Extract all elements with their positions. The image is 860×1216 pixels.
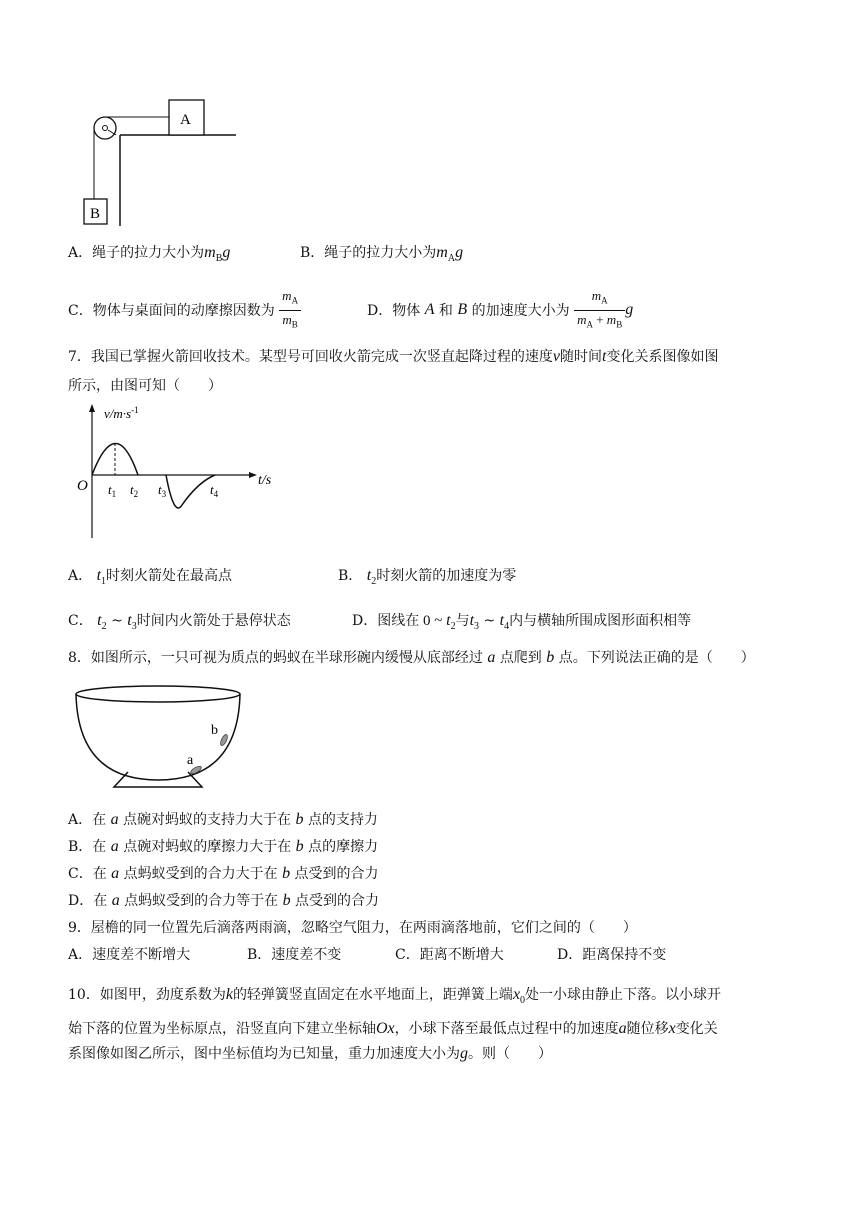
q7-option-c: C． $t_2$ ~ $t_3$时间内火箭处于悬停状态 [68,612,291,632]
q6-option-a: A．绳子的拉力大小为$m_Bg$ [68,244,231,264]
q9-option-a: A．速度差不断增大 [68,947,191,963]
graph-ylabel: $v/m\cdot s^{-1}$ [104,405,139,421]
q7-option-a: A． $t_1$时刻火箭处在最高点 [68,567,233,587]
q8-stem: 8．如图所示，一只可视为质点的蚂蚁在半球形碗内缓慢从底部经过 a 点爬到 b 点。下列说法正确的是（ ） [68,649,755,666]
friction-fraction: $\frac{m_A}{m_B}$ [279,287,301,333]
pulley-figure [80,94,250,229]
point-a-label: a [187,753,194,768]
velocity-time-graph [72,400,282,542]
tick-t3: $t_3$ [158,482,167,499]
q10-line1: 10．如图甲，劲度系数为k的轻弹簧竖直固定在水平地面上，距弹簧上端$x_0$处一小球由静止下落。以小球开 [68,986,722,1006]
q8-option-c: C．在 a 点蚂蚁受到的合力大于在 b 点受到的合力 [68,865,379,882]
tick-t4: $t_4$ [210,482,219,499]
q8-option-b: B．在 a 点碗对蚂蚁的摩擦力大于在 b 点的摩擦力 [68,838,379,855]
q7-option-b: B． $t_2$时刻火箭的加速度为零 [338,567,517,587]
graph-xlabel: t/s [258,473,272,488]
q9-option-b: B．速度差不变 [247,947,342,963]
tick-t2: $t_2$ [130,482,139,499]
q7-option-d: D．图线在 0 ~ $t_2$与$t_3$ ~ $t_4$内与横轴所围成图形面积相等 [352,612,692,632]
q10-line2: 始下落的位置为坐标原点，沿竖直向下建立坐标轴Ox，小球下落至最低点过程中的加速度a随位移x变化关 [68,1020,718,1037]
acceleration-fraction: $\frac{m_A}{m_A + m_B}$ [574,287,625,333]
q9-stem: 9．屋檐的同一位置先后滴落两雨滴，忽略空气阻力，在两雨滴落地前，它们之间的（ ） [68,920,637,936]
q9-option-c: C．距离不断增大 [395,947,504,963]
q8-option-a: A．在 a 点碗对蚂蚁的支持力大于在 b 点的支持力 [68,811,378,828]
tick-t1: $t_1$ [108,482,117,499]
q7-stem-line2: 所示，由图可知（ ） [68,378,222,394]
point-b-label: b [211,723,218,738]
q7-stem-line1: 7．我国已掌握火箭回收技术。某型号可回收火箭完成一次竖直起降过程的速度v随时间t变化关系图像如图 [68,348,719,365]
block-b-label: B [90,206,101,222]
graph-origin: O [77,478,88,494]
block-a-label: A [180,112,191,128]
q6-option-c: C．物体与桌面间的动摩擦因数为 $\frac{m_A}{m_B}$ [68,287,301,333]
q9-option-d: D．距离保持不变 [557,947,667,963]
bowl-figure [72,682,247,792]
q6-option-d: D．物体 A 和 B 的加速度大小为 $\frac{m_A}{m_A + m_B}$ g [367,287,633,333]
q6-option-b: B．绳子的拉力大小为$m_Ag$ [300,244,464,264]
q10-line3: 系图像如图乙所示，图中坐标值均为已知量，重力加速度大小为g。则（ ） [68,1045,552,1062]
q8-option-d: D．在 a 点蚂蚁受到的合力等于在 b 点受到的合力 [68,892,380,909]
